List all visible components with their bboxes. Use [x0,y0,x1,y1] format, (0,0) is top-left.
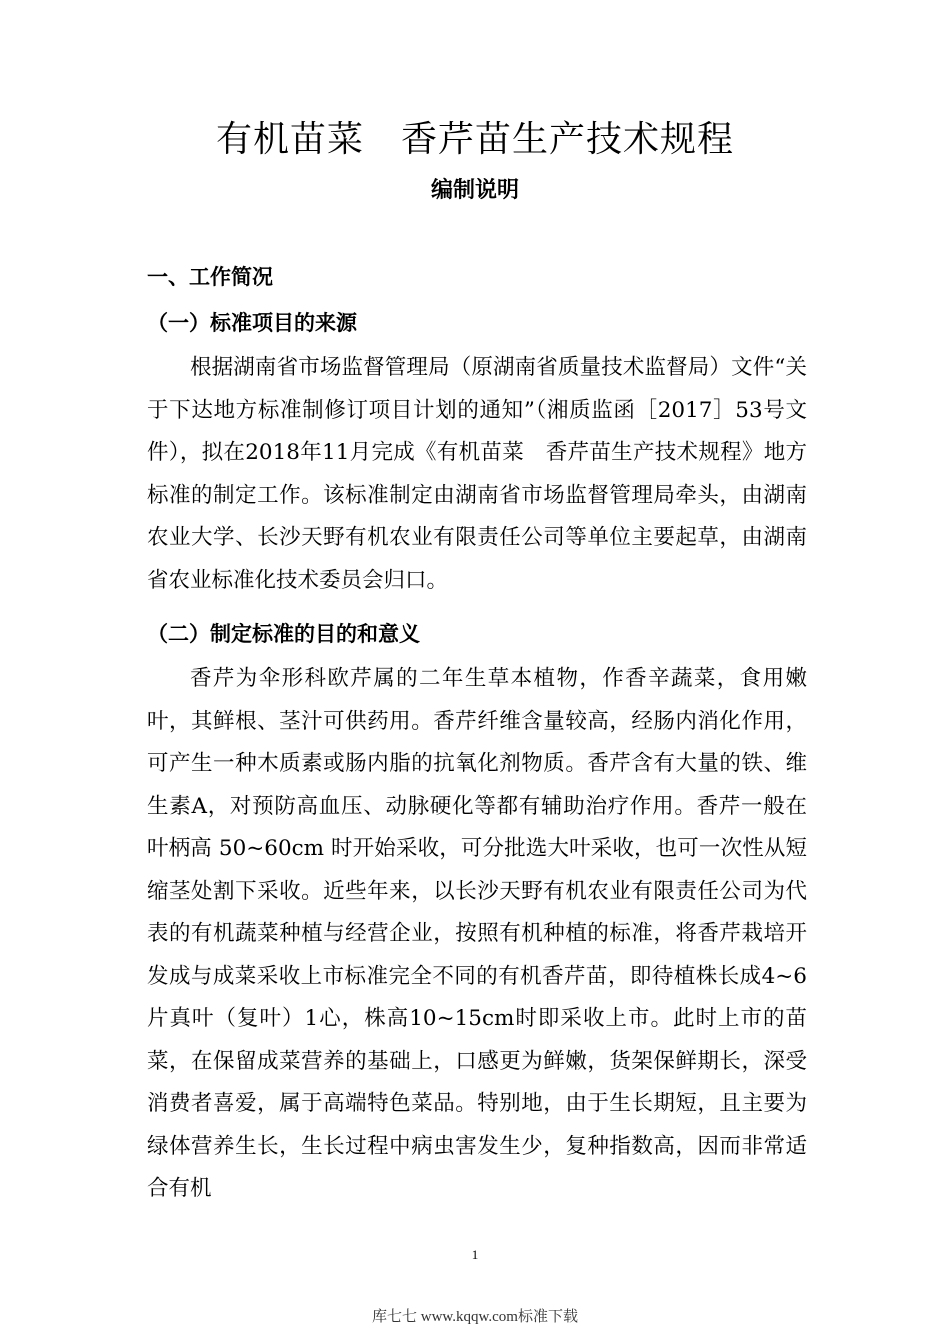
section-heading-work-overview: 一、工作简况 [147,265,273,289]
paragraph-purpose-significance: 香芹为伞形科欧芹属的二年生草本植物，作香辛蔬菜，食用嫩叶，其鲜根、茎汁可供药用。香芹纤维含量较高，经肠内消化作用，可产生一种木质素或肠内脂的抗氧化剂物质。香芹含有大量的铁、维生素A，对预防高血压、动脉硬化等都有辅助治疗作用。香芹一般在叶柄高 50~60cm 时开始采收，可分批选大叶采收，也可一次性从短缩茎处割下采收。近些年来，以长沙天野有机农业有限责任公司为代表的有机蔬菜种植与经营企业，按照有机种植的标准，将香芹栽培开发成与成菜采收上市标准完全不同的有机香芹苗，即待植株长成4~6片真叶（复叶）1心，株高10~15cm时即采收上市。此时上市的苗菜，在保留成菜营养的基础上，口感更为鲜嫩，货架保鲜期长，深受消费者喜爱，属于高端特色菜品。特别地，由于生长期短，且主要为绿体营养生长，生长过程中病虫害发生少，复种指数高，因而非常适合有机 [147,666,807,1201]
document-subtitle: 编制说明 [430,178,519,203]
paragraph-project-source: 根据湖南省市场监督管理局（原湖南省质量技术监督局）文件“关于下达地方标准制修订项目计划的通知”（湘质监函［2017］53号文件），拟在2018年11月完成《有机苗菜 香芹苗生产技术规程》地方标准的制定工作。该标准制定由湖南省市场监督管理局牵头，由湖南农业大学、长沙天野有机农业有限责任公司等单位主要起草，由湖南省农业标准化技术委员会归口。 [147,355,807,593]
subsection-heading-project-source: （一）标准项目的来源 [147,311,357,335]
page-number: 1 [471,1247,479,1262]
footer-source-link[interactable]: 库七七 www.kqqw.com标准下载 [372,1309,578,1325]
subsection-heading-purpose-significance: （二）制定标准的目的和意义 [147,622,420,646]
document-title: 有机苗菜 香芹苗生产技术规程 [215,119,734,160]
